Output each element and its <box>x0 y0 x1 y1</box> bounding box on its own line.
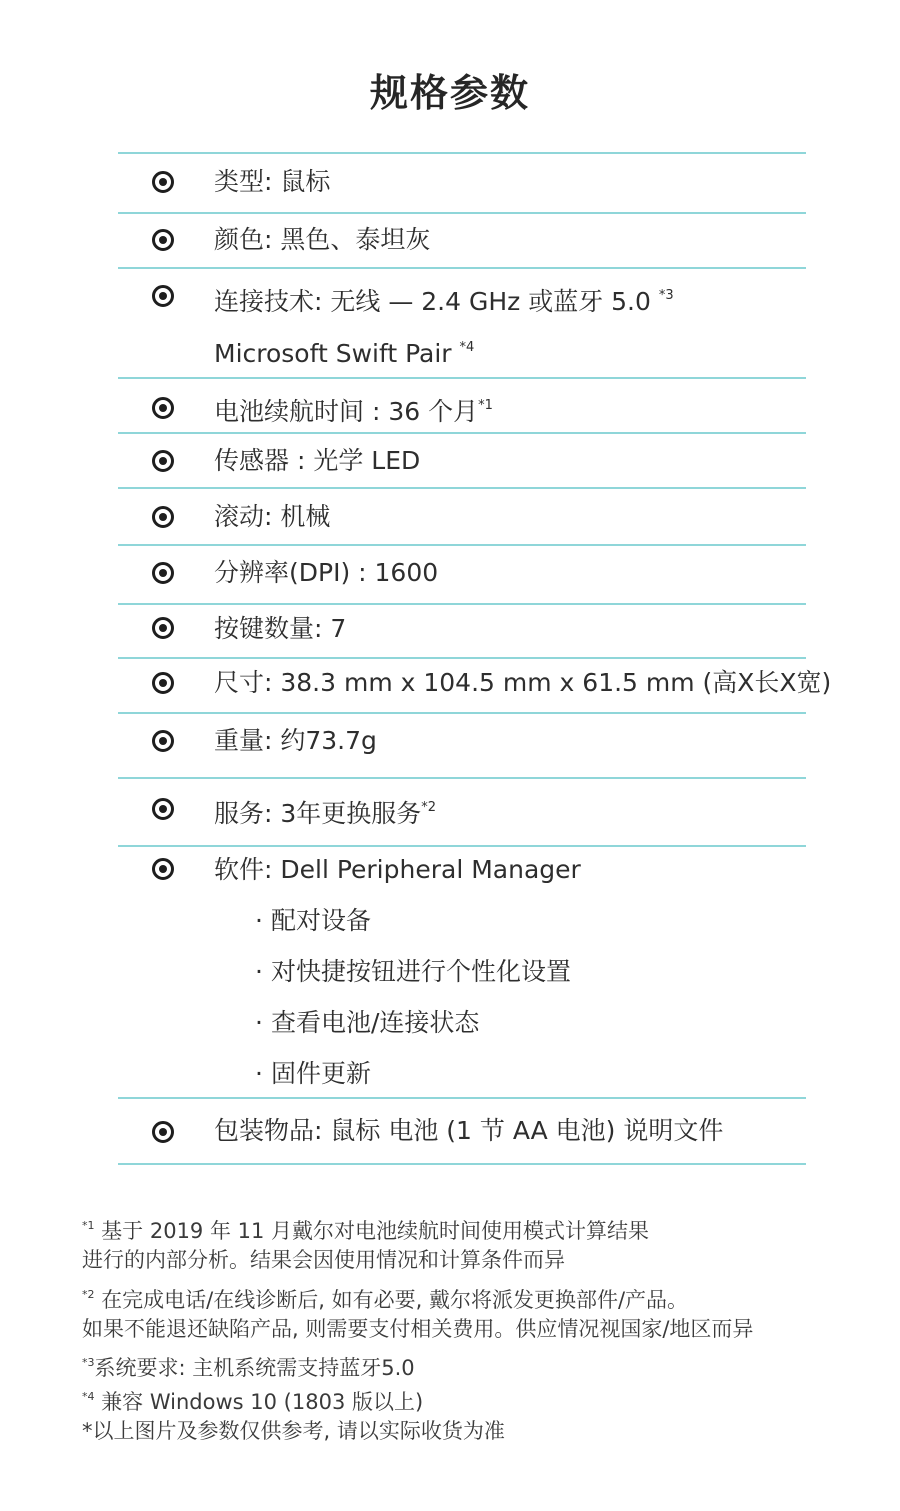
spec-connection-line2: Microsoft Swift Pair <box>214 339 460 368</box>
divider <box>118 1097 806 1099</box>
list-item: · 配对设备 <box>255 906 372 935</box>
footnote-text: 在完成电话/在线诊断后, 如有必要, 戴尔将派发更换部件/产品。 <box>94 1288 689 1312</box>
footnote-ref: *3 <box>658 288 674 303</box>
divider <box>118 657 806 659</box>
divider <box>118 212 806 214</box>
radio-bullet-icon <box>152 858 174 880</box>
radio-bullet-icon <box>152 672 174 694</box>
divider <box>118 603 806 605</box>
spec-color: 颜色: 黑色、泰坦灰 <box>214 225 431 254</box>
spec-dpi: 分辨率(DPI) : 1600 <box>214 558 439 587</box>
divider <box>118 777 806 779</box>
footnote-ref: *1 <box>478 398 493 413</box>
spec-package: 包装物品: 鼠标 电池 (1 节 AA 电池) 说明文件 <box>214 1116 724 1145</box>
footnote-ref: *2 <box>421 800 437 815</box>
spec-sensor: 传感器 : 光学 LED <box>214 446 421 475</box>
spec-swift-pair <box>214 332 474 370</box>
radio-bullet-icon <box>152 730 174 752</box>
spec-software: 软件: Dell Peripheral Manager <box>214 855 581 884</box>
footnote-ref: *4 <box>459 340 475 355</box>
list-item: · 固件更新 <box>255 1059 372 1088</box>
footnote-text: 基于 2019 年 11 月戴尔对电池续航时间使用模式计算结果 <box>94 1219 650 1243</box>
radio-bullet-icon <box>152 617 174 639</box>
spec-connection <box>214 280 674 318</box>
spec-service <box>214 792 436 830</box>
divider <box>118 845 806 847</box>
software-feature: 配对设备 <box>271 906 372 935</box>
radio-bullet-icon <box>152 562 174 584</box>
spec-connection-line1: 连接技术: 无线 — 2.4 GHz 或蓝牙 5.0 <box>214 287 659 316</box>
footnote-1-cont: 进行的内部分析。结果会因使用情况和计算条件而异 <box>82 1248 565 1272</box>
footnote-disclaimer: *以上图片及参数仅供参考, 请以实际收货为准 <box>82 1419 505 1443</box>
divider <box>118 267 806 269</box>
footnote-mark: *3 <box>82 1356 95 1369</box>
page-title: 规格参数 <box>369 71 530 115</box>
footnote-2-cont: 如果不能退还缺陷产品, 则需要支付相关费用。供应情况视国家/地区而异 <box>82 1317 754 1341</box>
divider <box>118 487 806 489</box>
list-item: · 查看电池/连接状态 <box>255 1008 480 1037</box>
divider <box>118 152 806 154</box>
footnote-2 <box>82 1281 688 1314</box>
radio-bullet-icon <box>152 171 174 193</box>
footnote-4 <box>82 1383 423 1416</box>
divider <box>118 1163 806 1165</box>
software-feature: 固件更新 <box>271 1059 372 1088</box>
footnote-1 <box>82 1212 649 1245</box>
software-feature: 对快捷按钮进行个性化设置 <box>271 957 572 986</box>
spec-battery-label: 电池续航时间 : 36 个月 <box>214 397 479 426</box>
divider <box>118 544 806 546</box>
footnote-text: 系统要求: 主机系统需支持蓝牙5.0 <box>94 1356 415 1380</box>
footnote-mark: *2 <box>82 1288 95 1301</box>
radio-bullet-icon <box>152 397 174 419</box>
divider <box>118 432 806 434</box>
spec-battery <box>214 390 493 428</box>
radio-bullet-icon <box>152 285 174 307</box>
footnote-text: 兼容 Windows 10 (1803 版以上) <box>94 1390 424 1414</box>
spec-buttons: 按键数量: 7 <box>214 614 347 643</box>
spec-service-label: 服务: 3年更换服务 <box>214 799 422 828</box>
spec-scroll: 滚动: 机械 <box>214 502 331 531</box>
software-feature: 查看电池/连接状态 <box>271 1008 480 1037</box>
footnote-3 <box>82 1349 415 1382</box>
footnote-mark: *1 <box>82 1219 95 1232</box>
spec-weight: 重量: 约73.7g <box>214 726 377 755</box>
radio-bullet-icon <box>152 450 174 472</box>
list-item: · 对快捷按钮进行个性化设置 <box>255 957 572 986</box>
footnote-mark: *4 <box>82 1390 95 1403</box>
radio-bullet-icon <box>152 798 174 820</box>
divider <box>118 377 806 379</box>
radio-bullet-icon <box>152 506 174 528</box>
divider <box>118 712 806 714</box>
spec-type: 类型: 鼠标 <box>214 167 331 196</box>
spec-size: 尺寸: 38.3 mm x 104.5 mm x 61.5 mm (高X长X宽) <box>214 668 832 697</box>
radio-bullet-icon <box>152 229 174 251</box>
radio-bullet-icon <box>152 1121 174 1143</box>
